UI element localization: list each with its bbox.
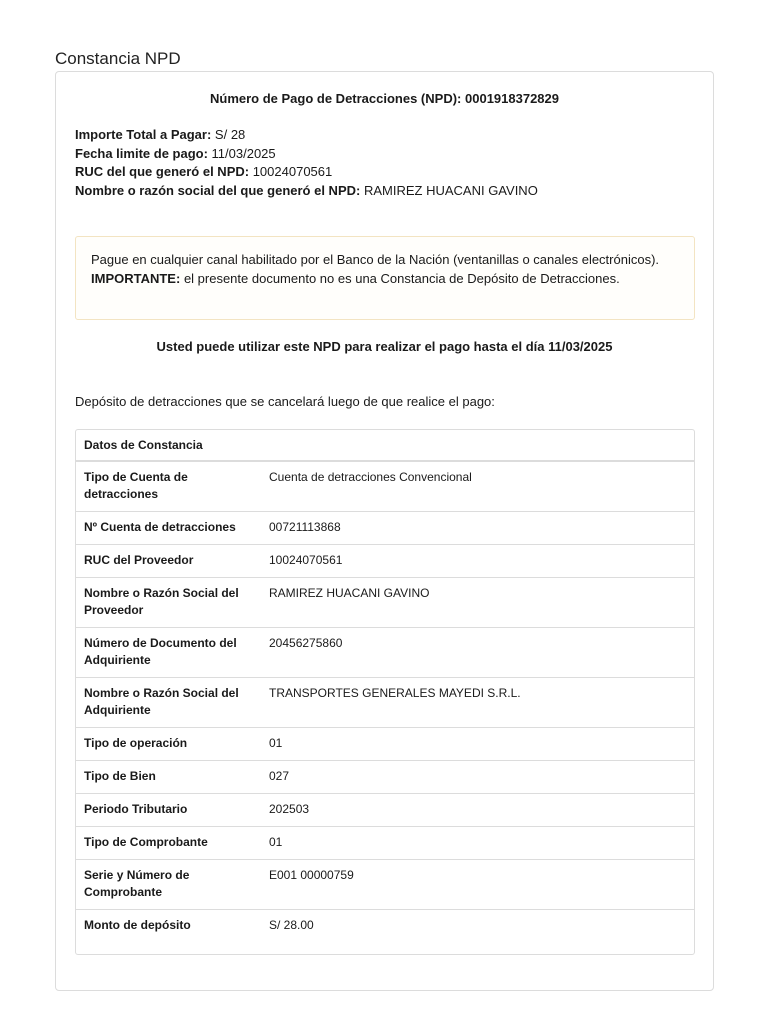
row-value: 00721113868 bbox=[261, 512, 694, 545]
row-value: 01 bbox=[261, 827, 694, 860]
table-row bbox=[76, 910, 694, 943]
summary-value: RAMIREZ HUACANI GAVINO bbox=[363, 182, 538, 198]
notice-line: Pague en cualquier canal habilitado por el Banco de la Nación (ventanillas o canales electrónicos). bbox=[91, 252, 660, 267]
summary-row-name bbox=[75, 182, 538, 201]
notice-important bbox=[91, 269, 679, 288]
payment-summary bbox=[75, 126, 538, 200]
summary-row-due-date bbox=[75, 145, 538, 164]
data-panel-title: Datos de Constancia bbox=[76, 430, 694, 462]
summary-value: 10024070561 bbox=[252, 164, 333, 179]
row-label: Número de Documento del Adquiriente bbox=[76, 628, 261, 678]
row-label: Nº Cuenta de detracciones bbox=[76, 512, 261, 545]
table-row bbox=[76, 761, 694, 794]
summary-value: S/ 28 bbox=[214, 127, 246, 142]
constancia-data-table bbox=[76, 462, 694, 942]
row-value: 202503 bbox=[261, 794, 694, 827]
table-row bbox=[76, 827, 694, 860]
page-title: Constancia NPD bbox=[55, 49, 181, 68]
table-row bbox=[76, 462, 694, 512]
row-label: Monto de depósito bbox=[84, 918, 191, 932]
table-row bbox=[76, 794, 694, 827]
summary-row-amount bbox=[75, 126, 538, 145]
row-value: 01 bbox=[261, 728, 694, 761]
row-value: E001 00000759 bbox=[261, 860, 694, 910]
row-label: Tipo de Comprobante bbox=[76, 827, 261, 860]
table-row bbox=[76, 728, 694, 761]
row-label: Periodo Tributario bbox=[76, 794, 261, 827]
summary-value: 11/03/2025 bbox=[211, 145, 276, 161]
deposit-intro: Depósito de detracciones que se cancelará luego de que realice el pago: bbox=[75, 394, 495, 409]
constancia-data-panel bbox=[75, 429, 695, 955]
summary-label: Importe Total a Pagar: bbox=[75, 127, 212, 142]
row-value: TRANSPORTES GENERALES MAYEDI S.R.L. bbox=[261, 678, 694, 728]
constancia-card bbox=[55, 71, 714, 991]
valid-until-text: Usted puede utilizar este NPD para realizar el pago hasta el día 11/03/2025 bbox=[156, 339, 613, 354]
row-label: Tipo de Bien bbox=[76, 761, 261, 794]
table-row bbox=[76, 545, 694, 578]
row-value: 027 bbox=[261, 761, 694, 794]
row-label: Serie y Número de Comprobante bbox=[76, 860, 261, 910]
row-label: Nombre o Razón Social del Proveedor bbox=[76, 578, 261, 628]
row-value: 20456275860 bbox=[261, 628, 694, 678]
row-label: RUC del Proveedor bbox=[76, 545, 261, 578]
row-label: Tipo de Cuenta de detracciones bbox=[76, 462, 261, 512]
row-label: Nombre o Razón Social del Adquiriente bbox=[76, 678, 261, 728]
row-value: S/ 28.00 bbox=[269, 918, 314, 932]
row-value: RAMIREZ HUACANI GAVINO bbox=[261, 578, 694, 628]
npd-number: 0001918372829 bbox=[465, 91, 559, 106]
row-value: Cuenta de detracciones Convencional bbox=[261, 462, 694, 512]
npd-label: Número de Pago de Detracciones (NPD): bbox=[209, 91, 462, 106]
summary-row-ruc bbox=[75, 163, 538, 182]
row-value: 10024070561 bbox=[261, 545, 694, 578]
table-row bbox=[76, 628, 694, 678]
row-label: Tipo de operación bbox=[76, 728, 261, 761]
important-text: el presente documento no es una Constancia de Depósito de Detracciones. bbox=[183, 271, 620, 286]
summary-label: Fecha limite de pago: bbox=[75, 145, 208, 161]
summary-label: Nombre o razón social del que generó el NPD: bbox=[75, 182, 361, 198]
table-row bbox=[76, 678, 694, 728]
table-row bbox=[76, 512, 694, 545]
payment-notice bbox=[75, 236, 695, 320]
important-label: IMPORTANTE: bbox=[91, 271, 181, 286]
summary-label: RUC del que generó el NPD: bbox=[75, 164, 250, 179]
npd-heading bbox=[56, 91, 713, 106]
table-row bbox=[76, 578, 694, 628]
table-row bbox=[76, 860, 694, 910]
